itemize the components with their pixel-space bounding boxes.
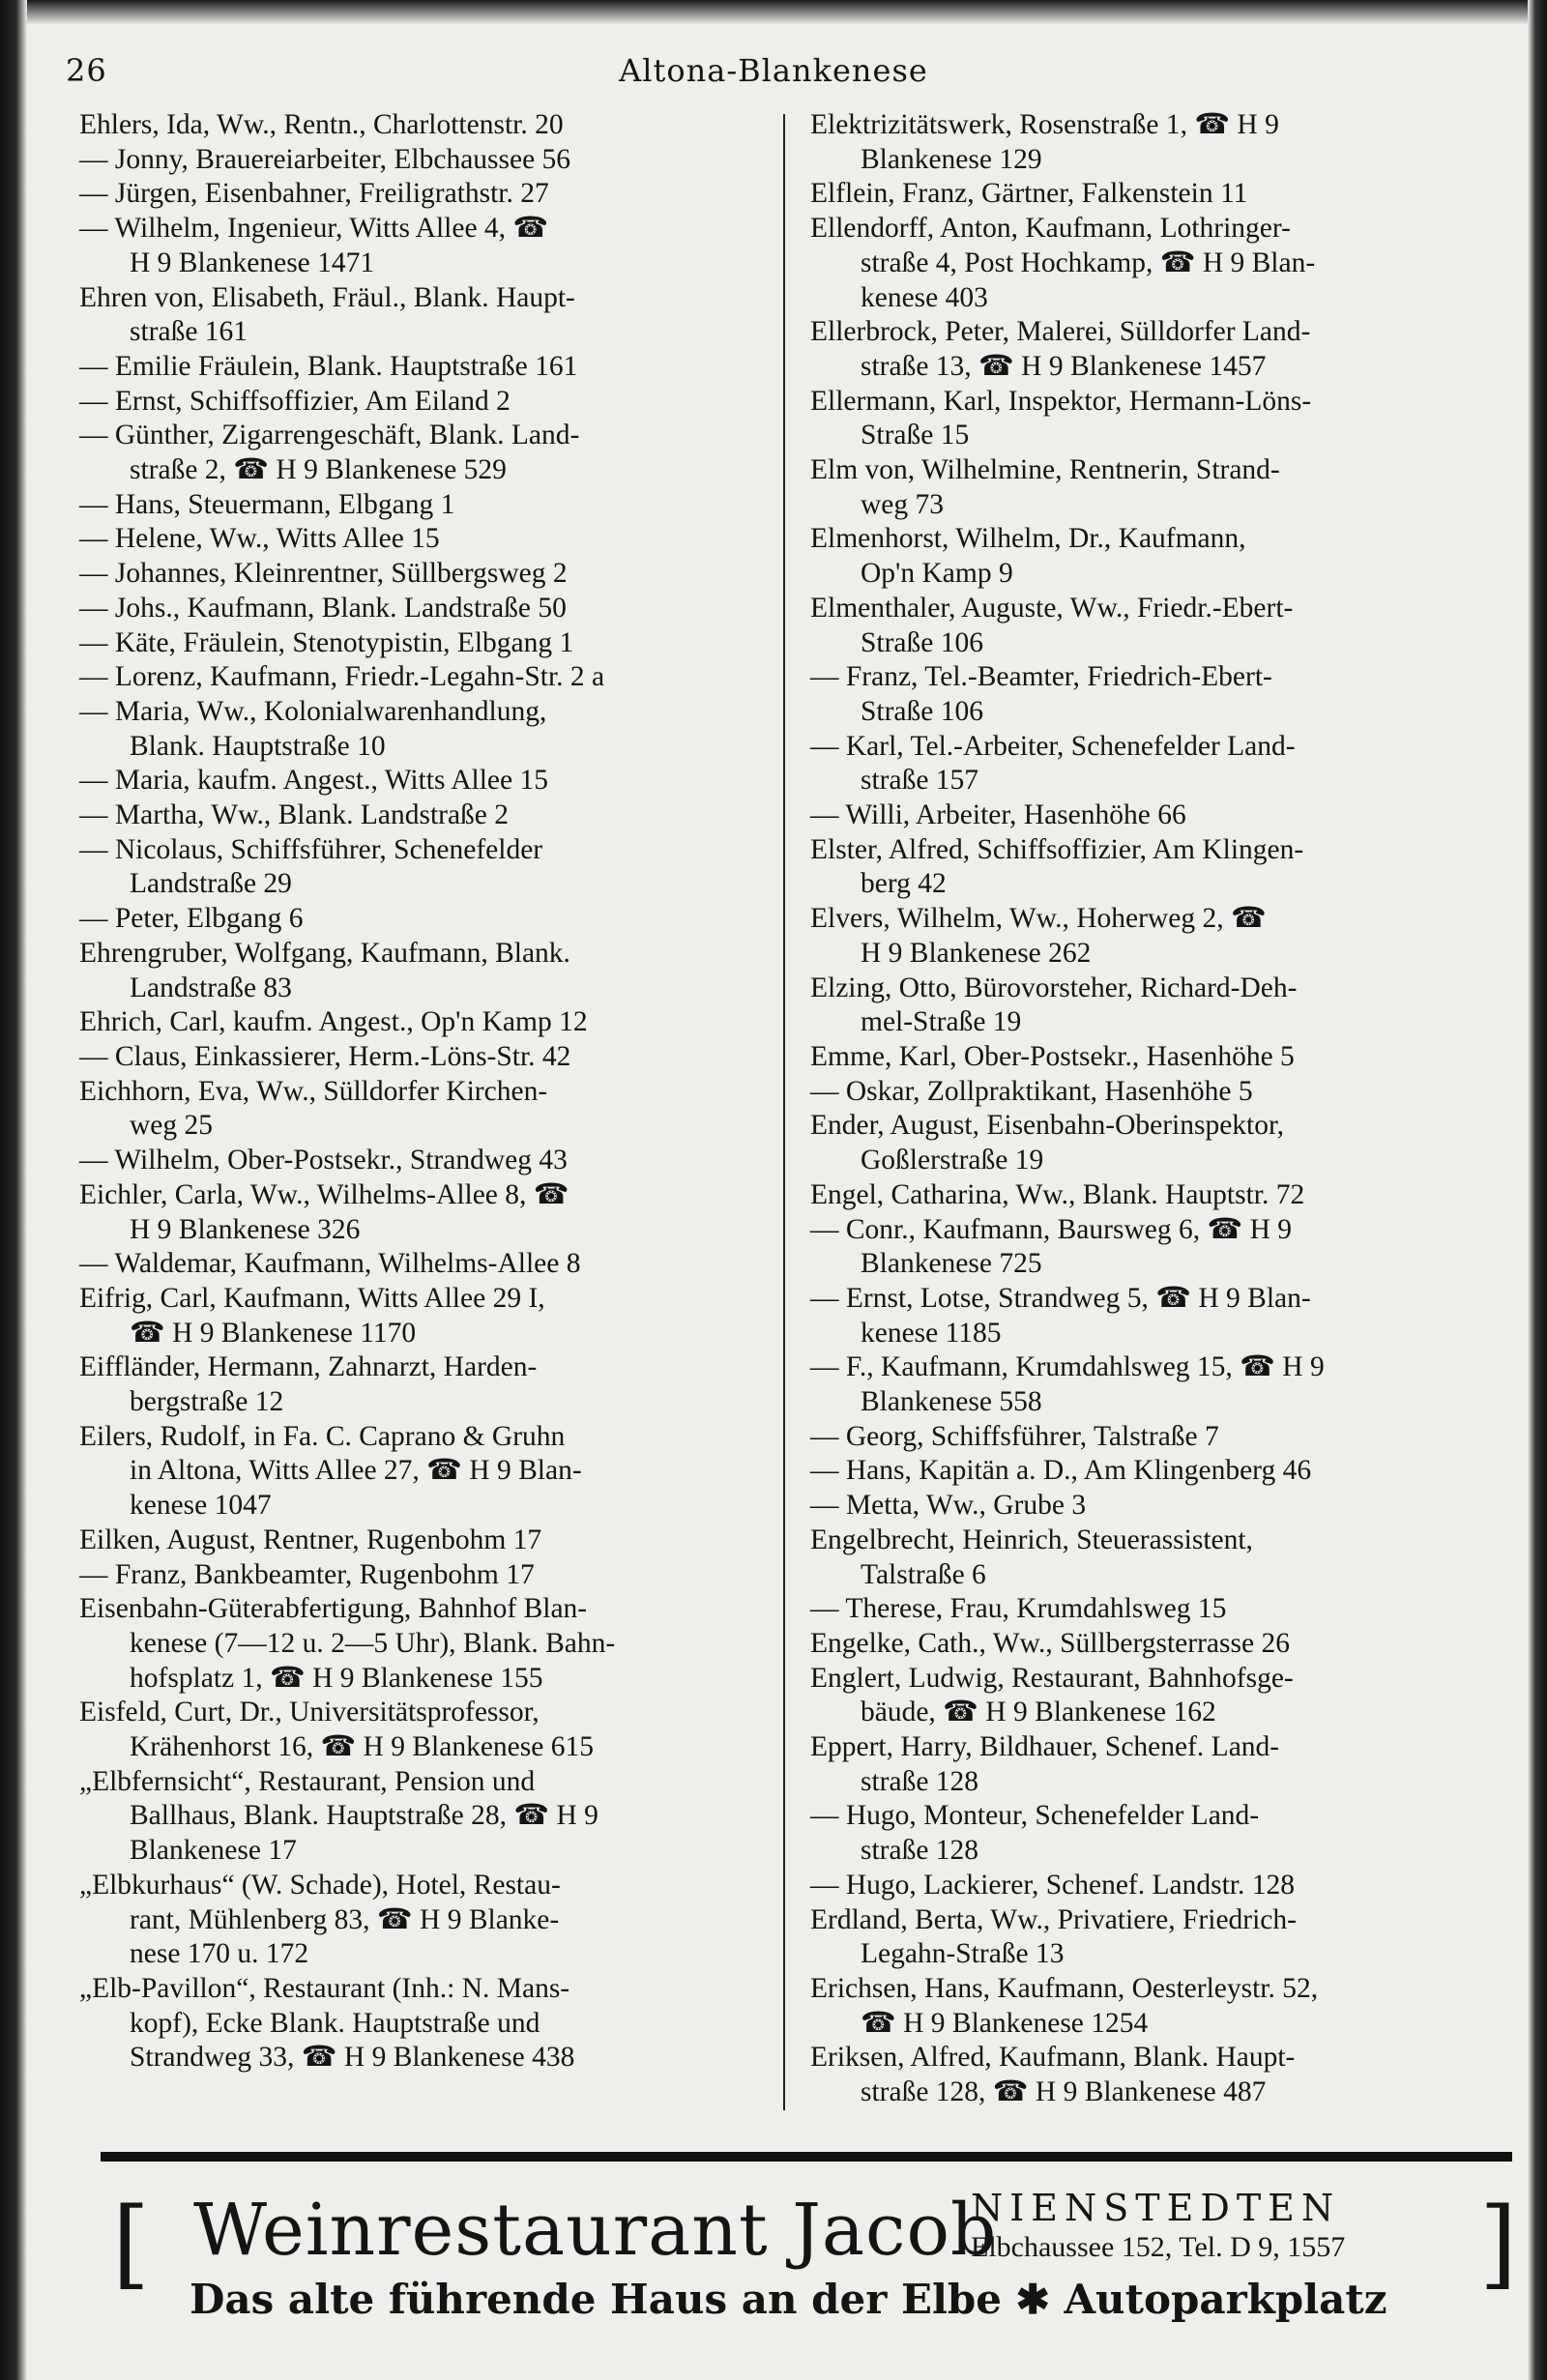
directory-entry (79, 592, 768, 626)
directory-entry (79, 385, 768, 420)
advertisement-name: Weinrestaurant Jacob (193, 2189, 998, 2272)
entry-line: — Jonny, Brauereiarbeiter, Elbchaussee 56 (79, 143, 571, 175)
entry-line: — Ernst, Schiffsoffizier, Am Eiland 2 (79, 385, 511, 417)
entry-line: Eiffländer, Hermann, Zahnarzt, Harden- (79, 1351, 538, 1383)
entry-line: — Johs., Kaufmann, Blank. Landstraße 50 (79, 592, 567, 624)
entry-line: — Franz, Tel.-Beamter, Friedrich-Ebert- (810, 661, 1272, 693)
directory-entry (79, 1869, 768, 1972)
directory-column-left (79, 108, 768, 2075)
directory-entry (810, 1420, 1506, 1455)
directory-column-right (810, 108, 1506, 2110)
directory-entry (79, 798, 768, 833)
entry-continuation-line: straße 157 (861, 765, 979, 797)
entry-line: — Peter, Elbgang 6 (79, 903, 304, 935)
entry-line: Elvers, Wilhelm, Ww., Hoherweg 2, ☎ (810, 903, 1267, 935)
directory-entry (810, 453, 1506, 522)
directory-entry (810, 1178, 1506, 1213)
directory-entry (810, 522, 1506, 591)
directory-entry (810, 1799, 1506, 1868)
directory-entry (79, 660, 768, 695)
entry-line: — Emilie Fräulein, Blank. Hauptstraße 161 (79, 350, 578, 382)
entry-continuation-line: Talstraße 6 (861, 1558, 986, 1590)
directory-entry (79, 1282, 768, 1350)
entry-continuation-line: Straße 106 (861, 626, 983, 658)
entry-line: Eilers, Rudolf, in Fa. C. Caprano & Gruhn (79, 1420, 566, 1452)
entry-line: — F., Kaufmann, Krumdahlsweg 15, ☎ H 9 (810, 1351, 1325, 1383)
entry-line: — Hugo, Monteur, Schenefelder Land- (810, 1800, 1260, 1832)
entry-continuation-line: Strandweg 33, ☎ H 9 Blankenese 438 (130, 2042, 575, 2074)
directory-entry (79, 1558, 768, 1593)
scan-border-right (1528, 0, 1547, 2380)
entry-line: — Franz, Bankbeamter, Rugenbohm 17 (79, 1558, 535, 1590)
entry-line: Ellerbrock, Peter, Malerei, Sülldorfer Land- (810, 316, 1311, 348)
entry-continuation-line: kenese 1185 (861, 1317, 1002, 1349)
entry-line: Ehrengruber, Wolfgang, Kaufmann, Blank. (79, 937, 570, 969)
directory-entry (810, 1972, 1506, 2041)
entry-line: Eisfeld, Curt, Dr., Universitätsprofessor, (79, 1697, 540, 1728)
directory-entry (79, 1592, 768, 1696)
entry-continuation-line: straße 128, ☎ H 9 Blankenese 487 (861, 2076, 1267, 2108)
directory-entry (810, 108, 1506, 177)
entry-line: — Karl, Tel.-Arbeiter, Schenefelder Land- (810, 730, 1296, 762)
entry-line: Elflein, Franz, Gärtner, Falkenstein 11 (810, 178, 1248, 210)
directory-entry (810, 1489, 1506, 1524)
directory-entry (810, 212, 1506, 315)
entry-line: Elmenthaler, Auguste, Ww., Friedr.-Ebert- (810, 592, 1294, 624)
entry-continuation-line: straße 2, ☎ H 9 Blankenese 529 (130, 454, 507, 486)
entry-continuation-line: straße 128 (861, 1765, 979, 1797)
entry-line: Ender, August, Eisenbahn-Oberinspektor, (810, 1110, 1285, 1142)
directory-entry (79, 626, 768, 661)
ornament-bracket-left-icon: [ (112, 2187, 151, 2300)
entry-continuation-line: nese 170 u. 172 (130, 1938, 309, 1970)
entry-continuation-line: Legahn-Straße 13 (861, 1938, 1065, 1970)
scan-border-left (0, 0, 27, 2380)
directory-entry (79, 1524, 768, 1558)
running-head: Altona-Blankenese (619, 52, 928, 89)
entry-line: Ellendorff, Anton, Kaufmann, Lothringer- (810, 213, 1291, 245)
entry-line: Elster, Alfred, Schiffsoffizier, Am Klingen- (810, 833, 1304, 865)
entry-continuation-line: Blankenese 725 (861, 1248, 1042, 1280)
directory-entry (810, 1662, 1506, 1730)
directory-entry (810, 833, 1506, 902)
directory-entry (79, 1040, 768, 1075)
entry-continuation-line: Krähenhorst 16, ☎ H 9 Blankenese 615 (130, 1731, 594, 1763)
entry-line: Eilken, August, Rentner, Rugenbohm 17 (79, 1524, 542, 1555)
directory-entry (810, 1592, 1506, 1627)
entry-line: Engelke, Cath., Ww., Süllbergsterrasse 26 (810, 1627, 1290, 1659)
entry-line: — Günther, Zigarrengeschäft, Blank. Land- (79, 420, 580, 451)
entry-continuation-line: mel-Straße 19 (861, 1006, 1022, 1038)
directory-entry (810, 660, 1506, 729)
directory-entry (79, 419, 768, 487)
entry-line: Eichler, Carla, Ww., Wilhelms-Allee 8, ☎ (79, 1178, 569, 1210)
directory-entry (79, 1005, 768, 1040)
directory-entry (810, 1869, 1506, 1903)
entry-line: — Martha, Ww., Blank. Landstraße 2 (79, 799, 510, 831)
entry-line: „Elb-Pavillon“, Restaurant (Inh.: N. Mans- (79, 1972, 570, 2004)
advertisement-top-rule (101, 2152, 1512, 2162)
entry-continuation-line: weg 25 (130, 1110, 214, 1142)
entry-continuation-line: Ballhaus, Blank. Hauptstraße 28, ☎ H 9 (130, 1800, 598, 1832)
entry-continuation-line: Blankenese 558 (861, 1386, 1042, 1418)
entry-line: Emme, Karl, Ober-Postsekr., Hasenhöhe 5 (810, 1040, 1295, 1072)
entry-line: Eriksen, Alfred, Kaufmann, Blank. Haupt- (810, 2042, 1296, 2074)
entry-continuation-line: H 9 Blankenese 262 (861, 937, 1092, 969)
entry-line: Ehren von, Elisabeth, Fräul., Blank. Haupt- (79, 281, 575, 313)
entry-line: — Käte, Fräulein, Stenotypistin, Elbgang 1 (79, 626, 574, 658)
directory-entry (79, 212, 768, 280)
entry-line: — Lorenz, Kaufmann, Friedr.-Legahn-Str. 2 a (79, 661, 605, 693)
directory-entry (79, 1420, 768, 1524)
entry-line: Elm von, Wilhelmine, Rentnerin, Strand- (810, 454, 1280, 486)
directory-entry (810, 2041, 1506, 2109)
entry-continuation-line: Landstraße 83 (130, 972, 292, 1003)
directory-entry (79, 695, 768, 764)
page-header (0, 48, 1547, 97)
directory-entry (810, 592, 1506, 660)
directory-entry (79, 522, 768, 557)
directory-entry (79, 143, 768, 178)
entry-continuation-line: kenese (7—12 u. 2—5 Uhr), Blank. Bahn- (130, 1627, 616, 1659)
directory-entry (810, 385, 1506, 453)
directory-entry (79, 1247, 768, 1282)
entry-continuation-line: Blankenese 129 (861, 143, 1042, 175)
directory-entry (810, 1075, 1506, 1110)
entry-line: Engelbrecht, Heinrich, Steuerassistent, (810, 1524, 1253, 1555)
entry-continuation-line: weg 73 (861, 488, 945, 520)
entry-line: — Helene, Ww., Witts Allee 15 (79, 523, 440, 555)
entry-line: — Wilhelm, Ingenieur, Witts Allee 4, ☎ (79, 213, 549, 245)
directory-entry (810, 972, 1506, 1040)
directory-entry (79, 937, 768, 1005)
entry-continuation-line: H 9 Blankenese 326 (130, 1213, 361, 1245)
entry-continuation-line: in Altona, Witts Allee 27, ☎ H 9 Blan- (130, 1455, 582, 1487)
entry-line: — Hugo, Lackierer, Schenef. Landstr. 128 (810, 1869, 1295, 1901)
directory-entry (79, 1765, 768, 1869)
entry-line: — Maria, kaufm. Angest., Witts Allee 15 (79, 765, 548, 797)
entry-continuation-line: straße 128 (861, 1835, 979, 1867)
entry-line: Elmenhorst, Wilhelm, Dr., Kaufmann, (810, 523, 1246, 555)
entry-continuation-line: Blank. Hauptstraße 10 (130, 730, 386, 762)
advertisement-address: Elbchaussee 152, Tel. D 9, 1557 (971, 2231, 1346, 2263)
directory-entry (79, 350, 768, 385)
directory-entry (810, 1109, 1506, 1177)
entry-line: — Therese, Frau, Krumdahlsweg 15 (810, 1593, 1227, 1625)
page-number: 26 (66, 52, 107, 89)
directory-entry (810, 1730, 1506, 1799)
advertisement-slogan: Das alte führende Haus an der Elbe ✱ Autoparkplatz (190, 2276, 1387, 2323)
entry-continuation-line: straße 4, Post Hochkamp, ☎ H 9 Blan- (861, 247, 1316, 278)
directory-entry (79, 1144, 768, 1178)
directory-entry (79, 902, 768, 937)
entry-line: — Hans, Kapitän a. D., Am Klingenberg 46 (810, 1455, 1312, 1487)
entry-continuation-line: Blankenese 17 (130, 1835, 297, 1867)
directory-entry (810, 1350, 1506, 1419)
directory-entry (810, 798, 1506, 833)
entry-line: — Metta, Ww., Grube 3 (810, 1490, 1087, 1522)
directory-entry (810, 1040, 1506, 1075)
entry-continuation-line: Straße 15 (861, 420, 970, 451)
entry-line: — Conr., Kaufmann, Baursweg 6, ☎ H 9 (810, 1213, 1293, 1245)
entry-line: — Johannes, Kleinrentner, Süllbergsweg 2 (79, 558, 568, 590)
directory-entry (810, 1282, 1506, 1350)
entry-line: Eppert, Harry, Bildhauer, Schenef. Land- (810, 1731, 1280, 1763)
entry-line: Engel, Catharina, Ww., Blank. Hauptstr. 72 (810, 1178, 1305, 1210)
entry-line: — Wilhelm, Ober-Postsekr., Strandweg 43 (79, 1145, 568, 1176)
directory-entry (79, 1178, 768, 1247)
entry-line: Elektrizitätswerk, Rosenstraße 1, ☎ H 9 (810, 109, 1279, 140)
ornament-bracket-right-icon: ] (1479, 2187, 1518, 2300)
entry-line: — Georg, Schiffsführer, Talstraße 7 (810, 1420, 1219, 1452)
entry-continuation-line: Op'n Kamp 9 (861, 558, 1013, 590)
directory-entry (79, 177, 768, 212)
directory-entry (810, 1903, 1506, 1972)
entry-continuation-line: berg 42 (861, 868, 947, 900)
entry-line: Elzing, Otto, Bürovorsteher, Richard-Deh- (810, 972, 1298, 1003)
entry-continuation-line: Landstraße 29 (130, 868, 292, 900)
entry-continuation-line: bergstraße 12 (130, 1386, 284, 1418)
entry-line: — Waldemar, Kaufmann, Wilhelms-Allee 8 (79, 1248, 581, 1280)
entry-line: — Claus, Einkassierer, Herm.-Löns-Str. 42 (79, 1040, 571, 1072)
entry-continuation-line: Goßlerstraße 19 (861, 1145, 1044, 1176)
directory-entry (810, 1454, 1506, 1489)
directory-entry (810, 902, 1506, 971)
directory-entry (79, 108, 768, 143)
entry-continuation-line: bäude, ☎ H 9 Blankenese 162 (861, 1697, 1216, 1728)
directory-entry (810, 1524, 1506, 1592)
directory-entry (79, 764, 768, 798)
entry-continuation-line: Straße 106 (861, 695, 983, 727)
entry-line: — Nicolaus, Schiffsführer, Schenefelder (79, 833, 543, 865)
entry-line: — Hans, Steuermann, Elbgang 1 (79, 488, 455, 520)
entry-line: Eichhorn, Eva, Ww., Sülldorfer Kirchen- (79, 1075, 548, 1107)
directory-entry (79, 488, 768, 523)
entry-line: — Ernst, Lotse, Strandweg 5, ☎ H 9 Blan- (810, 1282, 1311, 1314)
scan-border-top (0, 0, 1547, 25)
entry-line: Eifrig, Carl, Kaufmann, Witts Allee 29 I, (79, 1282, 545, 1314)
entry-line: Englert, Ludwig, Restaurant, Bahnhofsge- (810, 1662, 1294, 1694)
directory-entry (79, 1350, 768, 1419)
directory-entry (79, 833, 768, 902)
entry-continuation-line: rant, Mühlenberg 83, ☎ H 9 Blanke- (130, 1903, 560, 1935)
column-divider (783, 114, 785, 2110)
advertisement-town: NIENSTEDTEN (971, 2187, 1341, 2229)
entry-continuation-line: kenese 403 (861, 281, 988, 313)
directory-entry (79, 281, 768, 350)
entry-line: — Maria, Ww., Kolonialwarenhandlung, (79, 695, 547, 727)
entry-line: Ehrich, Carl, kaufm. Angest., Op'n Kamp 12 (79, 1006, 588, 1038)
entry-line: Erdland, Berta, Ww., Privatiere, Friedrich- (810, 1903, 1297, 1935)
entry-line: — Jürgen, Eisenbahner, Freiligrathstr. 27 (79, 178, 549, 210)
entry-continuation-line: hofsplatz 1, ☎ H 9 Blankenese 155 (130, 1662, 543, 1694)
entry-line: Eisenbahn-Güterabfertigung, Bahnhof Blan- (79, 1593, 588, 1625)
entry-line: — Willi, Arbeiter, Hasenhöhe 66 (810, 799, 1186, 831)
directory-entry (79, 1972, 768, 2075)
entry-line: — Oskar, Zollpraktikant, Hasenhöhe 5 (810, 1075, 1253, 1107)
entry-continuation-line: straße 13, ☎ H 9 Blankenese 1457 (861, 350, 1267, 382)
entry-line: Ellermann, Karl, Inspektor, Hermann-Löns- (810, 385, 1312, 417)
directory-entry (79, 1696, 768, 1764)
directory-entry (810, 315, 1506, 384)
directory-entry (810, 1213, 1506, 1282)
directory-entry (810, 1627, 1506, 1662)
entry-continuation-line: H 9 Blankenese 1471 (130, 247, 375, 278)
entry-continuation-line: ☎ H 9 Blankenese 1254 (861, 2007, 1149, 2039)
directory-entry (810, 177, 1506, 212)
directory-entry (79, 557, 768, 592)
entry-line: Ehlers, Ida, Ww., Rentn., Charlottenstr. 20 (79, 109, 564, 140)
directory-entry (79, 1075, 768, 1144)
entry-line: „Elbfernsicht“, Restaurant, Pension und (79, 1765, 536, 1797)
advertisement (101, 2171, 1518, 2326)
entry-line: „Elbkurhaus“ (W. Schade), Hotel, Restau- (79, 1869, 561, 1901)
entry-continuation-line: kopf), Ecke Blank. Hauptstraße und (130, 2007, 540, 2039)
entry-line: Erichsen, Hans, Kaufmann, Oesterleystr. 52, (810, 1972, 1319, 2004)
entry-continuation-line: straße 161 (130, 316, 248, 348)
directory-entry (810, 730, 1506, 798)
entry-continuation-line: ☎ H 9 Blankenese 1170 (130, 1317, 417, 1349)
entry-continuation-line: kenese 1047 (130, 1490, 272, 1522)
